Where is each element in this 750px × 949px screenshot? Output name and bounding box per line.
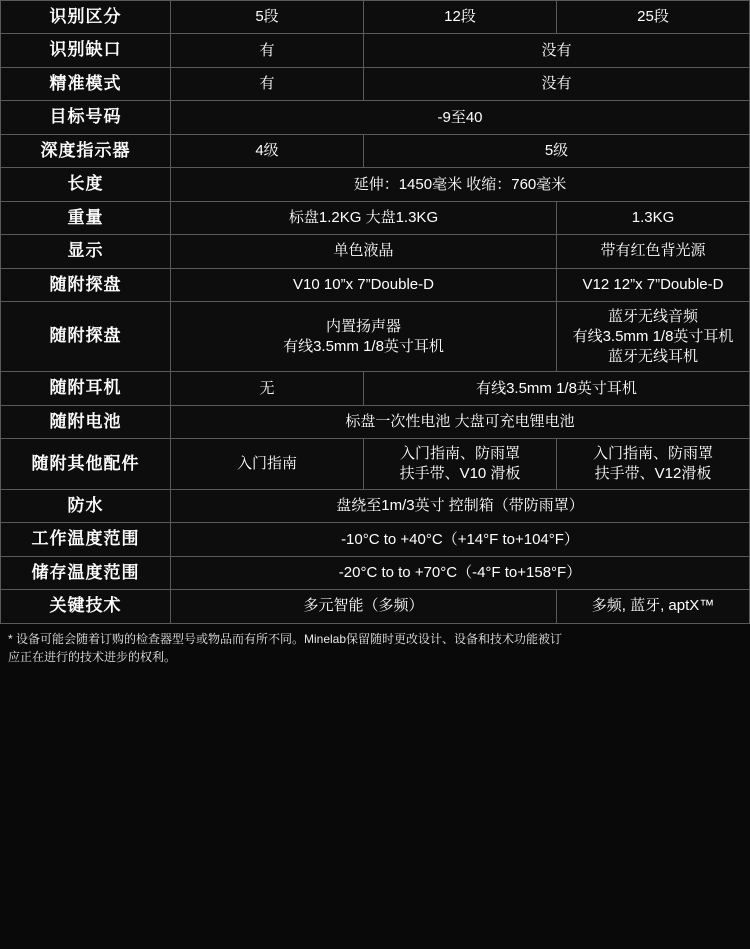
row-value: -10°C to +40°C（+14°F to+104°F） <box>171 523 750 556</box>
table-row <box>1 235 750 268</box>
table-row <box>1 1 750 34</box>
table-row <box>1 489 750 522</box>
row-value: 盘绕至1m/3英寸 控制箱（带防雨罩） <box>171 489 750 522</box>
row-label: 精准模式 <box>1 67 171 100</box>
row-value: V12 12”x 7”Double-D <box>557 268 750 301</box>
row-value: 5级 <box>364 134 750 167</box>
table-row <box>1 590 750 623</box>
table-row <box>1 268 750 301</box>
row-value <box>171 301 557 371</box>
value-line: 入门指南、防雨罩 <box>592 445 713 463</box>
row-value <box>557 301 750 371</box>
footnote-line-2: 应正在进行的技术进步的权利。 <box>8 650 177 665</box>
table-row <box>1 67 750 100</box>
row-label: 长度 <box>1 168 171 201</box>
footnote <box>0 624 750 667</box>
row-label: 识别区分 <box>1 1 171 34</box>
value-line: 内置扬声器 <box>325 317 401 335</box>
table-row <box>1 34 750 67</box>
row-value: 标盘一次性电池 大盘可充电锂电池 <box>171 405 750 438</box>
row-label: 重量 <box>1 201 171 234</box>
value-line: 扶手带、V10 滑板 <box>399 465 521 482</box>
table-row <box>1 168 750 201</box>
value-line: 入门指南、防雨罩 <box>399 445 520 463</box>
row-value: 没有 <box>364 67 750 100</box>
row-value: 单色液晶 <box>171 235 557 268</box>
value-line: 有线3.5mm 1/8英寸耳机 <box>283 337 444 355</box>
row-value: 有 <box>171 34 364 67</box>
row-label: 随附电池 <box>1 405 171 438</box>
row-value: 入门指南 <box>171 439 364 490</box>
row-value: 5段 <box>171 1 364 34</box>
table-row <box>1 301 750 371</box>
table-row <box>1 556 750 589</box>
row-label: 目标号码 <box>1 101 171 134</box>
row-label: 随附探盘 <box>1 301 171 371</box>
row-value: 延伸：1450毫米 收缩：760毫米 <box>171 168 750 201</box>
row-value: 无 <box>171 372 364 405</box>
table-row <box>1 405 750 438</box>
row-label: 工作温度范围 <box>1 523 171 556</box>
row-value: 1.3KG <box>557 201 750 234</box>
row-value: 没有 <box>364 34 750 67</box>
row-label: 关键技术 <box>1 590 171 623</box>
row-label: 储存温度范围 <box>1 556 171 589</box>
row-value: 多元智能（多频） <box>171 590 557 623</box>
row-label: 防水 <box>1 489 171 522</box>
table-row <box>1 372 750 405</box>
row-value: 有线3.5mm 1/8英寸耳机 <box>364 372 750 405</box>
row-label: 显示 <box>1 235 171 268</box>
row-value: 有 <box>171 67 364 100</box>
table-body <box>1 1 750 624</box>
value-line: 蓝牙无线音频 <box>607 307 698 325</box>
value-line: 蓝牙无线耳机 <box>607 347 698 365</box>
row-label: 随附其他配件 <box>1 439 171 490</box>
table-row <box>1 101 750 134</box>
table-row <box>1 523 750 556</box>
row-label: 深度指示器 <box>1 134 171 167</box>
table-row <box>1 201 750 234</box>
row-value: 25段 <box>557 1 750 34</box>
table-row <box>1 134 750 167</box>
value-line: 扶手带、V12滑板 <box>594 465 712 482</box>
row-value: -9至40 <box>171 101 750 134</box>
row-value: V10 10”x 7”Double-D <box>171 268 557 301</box>
row-label: 识别缺口 <box>1 34 171 67</box>
row-label: 随附探盘 <box>1 268 171 301</box>
row-value: 带有红色背光源 <box>557 235 750 268</box>
row-value: 多频, 蓝牙, aptX™ <box>557 590 750 623</box>
row-value: -20°C to to +70°C（-4°F to+158°F） <box>171 556 750 589</box>
row-label: 随附耳机 <box>1 372 171 405</box>
row-value: 12段 <box>364 1 557 34</box>
table-row <box>1 439 750 490</box>
row-value: 4级 <box>171 134 364 167</box>
footnote-line-1: * 设备可能会随着订购的检查器型号或物品而有所不同。Minelab保留随时更改设计、设备和技术功能被订 <box>8 631 563 646</box>
row-value <box>364 439 557 490</box>
row-value <box>557 439 750 490</box>
value-line: 有线3.5mm 1/8英寸耳机 <box>572 327 734 345</box>
row-value: 标盘1.2KG 大盘1.3KG <box>171 201 557 234</box>
